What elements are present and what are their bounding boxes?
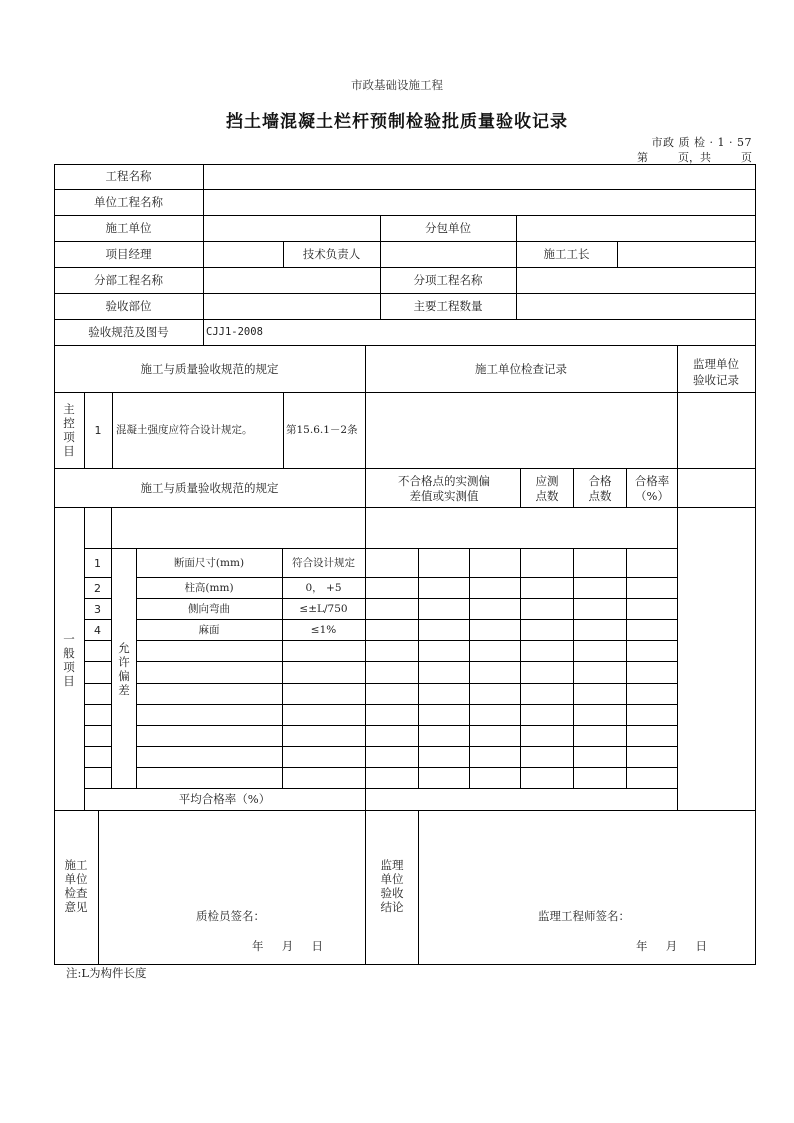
pass-points-header: 合格点数	[588, 474, 612, 503]
unit-project-name-label: 单位工程名称	[94, 195, 163, 209]
sub-project-name-label: 分部工程名称	[94, 273, 163, 287]
general-row-item: 侧向弯曲	[188, 603, 230, 615]
unit-project-name-field[interactable]	[204, 190, 755, 215]
acceptance-part-field[interactable]	[204, 294, 380, 319]
construction-unit-field[interactable]	[204, 216, 380, 241]
allowed-deviation-label: 允 许 偏 差	[118, 641, 130, 697]
standard-value[interactable]: CJJ1-2008	[206, 326, 263, 338]
should-points-header: 应测点数	[535, 474, 559, 503]
construction-unit-label: 施工单位	[105, 221, 152, 235]
sub-project-name-field[interactable]	[204, 268, 380, 293]
general-row-no: 1	[94, 557, 101, 570]
main-item-ref: 第15.6.1－2条	[286, 424, 358, 436]
tech-lead-label: 技术负责人	[302, 247, 361, 261]
tech-lead-field[interactable]	[381, 242, 516, 267]
acceptance-part-label: 验收部位	[105, 299, 152, 313]
spec-header-main: 施工与质量验收规范的规定	[140, 362, 279, 376]
project-name-label: 工程名称	[105, 169, 152, 183]
general-row-value: ≤±L/750	[299, 603, 348, 615]
check-record-header: 施工单位检查记录	[475, 362, 567, 376]
general-row-value: 符合设计规定	[292, 557, 355, 569]
main-item-text: 混凝土强度应符合设计规定。	[116, 424, 253, 436]
item-project-name-label: 分项工程名称	[413, 273, 483, 287]
form-code: 市政 质 检 · 1 · 57	[651, 136, 752, 149]
standard-label: 验收规范及图号	[88, 325, 169, 339]
project-manager-label: 项目经理	[105, 247, 152, 261]
general-row-item: 柱高(mm)	[184, 582, 234, 594]
subcontract-unit-label: 分包单位	[425, 221, 471, 235]
construction-opinion-label: 施工 单位 检查 意见	[64, 858, 88, 914]
main-supervisor-record-field[interactable]	[678, 393, 755, 468]
supervisor-date[interactable]: 年 月 日	[636, 939, 708, 953]
project-name-field[interactable]	[204, 165, 755, 189]
subcontract-unit-field[interactable]	[517, 216, 755, 241]
foreman-field[interactable]	[618, 242, 755, 267]
supervisor-conclusion-label: 监理 单位 验收 结论	[380, 858, 404, 914]
general-items-label: 一 般 项 目	[63, 632, 75, 688]
engineer-signature-label[interactable]: 监理工程师签名：	[538, 909, 630, 923]
general-row-value: 0， +5	[305, 582, 342, 594]
footnote: 注:L为构件长度	[66, 966, 147, 980]
main-quantity-field[interactable]	[517, 294, 755, 319]
average-pass-rate-label: 平均合格率（%）	[178, 792, 271, 806]
main-item-no: 1	[94, 424, 102, 437]
project-manager-field[interactable]	[204, 242, 283, 267]
page-title: 挡土墙混凝土栏杆预制检验批质量验收记录	[226, 112, 568, 132]
general-row-value: ≤1%	[310, 624, 337, 636]
main-quantity-label: 主要工程数量	[413, 299, 483, 313]
general-row-no: 4	[94, 624, 101, 637]
main-control-label: 主 控 项 目	[63, 402, 75, 458]
item-project-name-field[interactable]	[517, 268, 755, 293]
general-row-item: 麻面	[198, 624, 220, 636]
general-row-no: 3	[94, 603, 101, 616]
construction-date[interactable]: 年 月 日	[252, 939, 324, 953]
general-row-item: 断面尺寸(mm)	[173, 557, 245, 569]
foreman-label: 施工工长	[543, 247, 590, 261]
general-supervisor-record-field[interactable]	[678, 469, 755, 810]
pass-rate-header: 合格率（%）	[634, 474, 670, 503]
document-header: 市政基础设施工程	[351, 78, 443, 92]
general-row-no: 2	[94, 582, 101, 595]
page-counter: 第 页，共 页	[637, 151, 752, 164]
average-pass-rate-field[interactable]	[366, 789, 677, 810]
supervisor-record-header: 监理单位验收记录	[693, 357, 739, 387]
spec-header-general: 施工与质量验收规范的规定	[140, 481, 279, 495]
inspector-signature-label[interactable]: 质检员签名：	[196, 909, 265, 923]
main-check-record-field[interactable]	[366, 393, 677, 468]
deviation-header: 不合格点的实测偏差值或实测值	[398, 474, 490, 503]
